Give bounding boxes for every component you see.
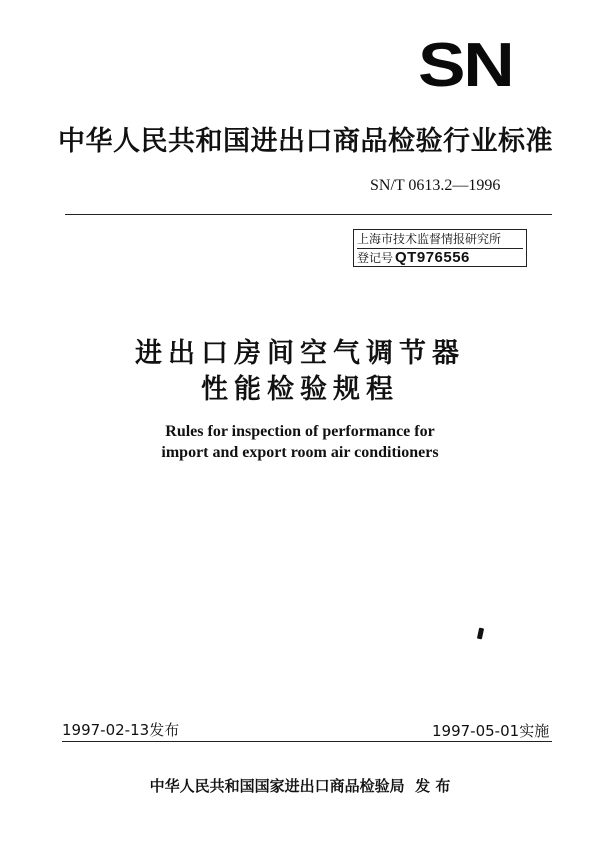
standard-number: SN/T 0613.2—1996 <box>370 177 501 194</box>
stamp-institute: 上海市技术监督情报研究所 <box>357 231 523 249</box>
issue-date <box>62 719 179 740</box>
stamp-registration-label: 登记号 <box>357 251 394 265</box>
header-divider <box>65 214 552 215</box>
footer-divider <box>62 741 552 742</box>
publisher-name: 中华人民共和国国家进出口商品检验局 <box>149 777 405 795</box>
implementation-date-label: 实施 <box>519 722 550 740</box>
chinese-title-line-1: 进出口房间空气调节器 <box>135 338 465 369</box>
issue-date-label: 发布 <box>149 721 180 739</box>
publisher <box>0 775 600 796</box>
chinese-title-line-2: 性能检验规程 <box>201 374 399 405</box>
registration-stamp <box>353 229 527 267</box>
standard-category-title: 中华人民共和国进出口商品检验行业标准 <box>58 126 553 157</box>
sn-logo: SN <box>418 31 513 100</box>
implementation-date <box>432 720 549 741</box>
ink-mark <box>477 628 484 640</box>
issue-date-value: 1997-02-13 <box>62 721 150 739</box>
stamp-registration-number: QT976556 <box>395 249 470 266</box>
implementation-date-value: 1997-05-01 <box>432 722 520 740</box>
stamp-registration <box>357 249 523 266</box>
publisher-label: 发 布 <box>415 777 451 795</box>
english-title-line-1: Rules for inspection of performance for <box>165 423 435 440</box>
english-title-line-2: import and export room air conditioners <box>161 444 439 461</box>
